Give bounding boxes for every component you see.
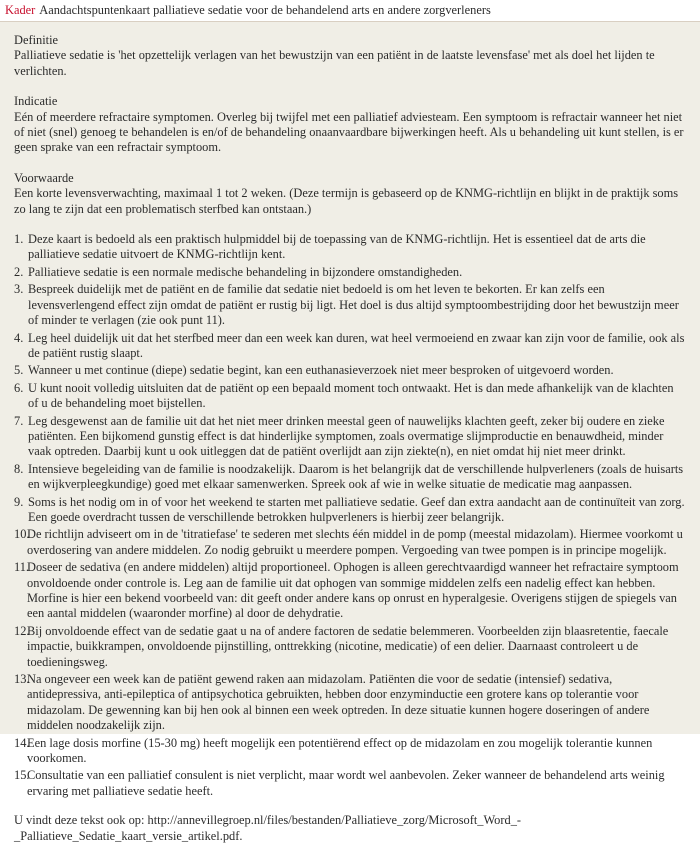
list-item [14,495,686,526]
item-text: Bespreek duidelijk met de patiënt en de familie dat sedatie niet bedoeld is om het leven te bekorten. Er kan zelfs een levensverlengend effect zijn omdat de patiënt er rustig bij ligt. Het doel is dus altijd symptoombestrijding door het bewustzijn meer of minder te verlagen (zie ook punt 11). [28,282,679,328]
box-tag: Kader [5,3,36,17]
item-text: Intensieve begeleiding van de familie is noodzakelijk. Daarom is het belangrijk dat de verschillende hulpverleners (zoals de huisarts en wijkverpleegkundige) goed met elkaar samenwerken. Spreek ook af wie in welke situatie de medicatie mag aanpassen. [28,461,684,492]
box-header [0,0,700,22]
list-item [14,560,686,622]
item-text: Leg desgewenst aan de familie uit dat het niet meer drinken meestal geen of nauwelijks klachten geeft, zeker bij oudere en zieke patiënten. Een bijkomend gunstig effect is dat hinderlijke symptomen, zoals overmatige slijmproductie en benauwdheid, minder vaak optreden. Daarbij kunt u ook uitleggen dat de patiënt overlijdt aan zijn ziekte(n), en niet omdat hij niet meer drinkt. [28,413,665,459]
item-number: 12. [14,623,30,638]
section-text: Palliatieve sedatie is 'het opzettelijk verlagen van het bewustzijn van een patiënt in de laatste levensfase' met als doel het lijden te verlichten. [14,48,655,78]
list-item [14,736,686,767]
item-number: 3. [14,282,24,297]
list-item [14,282,686,328]
source-note: U vindt deze tekst ook op: http://annevillegroep.nl/files/bestanden/Palliatieve_zorg/Microsoft_Word_-_Palliatieve_Sedatie_kaart_versie_artikel.pdf. [14,813,522,843]
item-text: Leg heel duidelijk uit dat het sterfbed meer dan een week kan duren, wat heel vermoeiend en zwaar kan zijn voor de familie, ook als de patiënt rustig slaapt. [28,330,685,360]
item-number: 6. [14,380,24,395]
item-number: 7. [14,413,24,428]
item-text: Wanneer u met continue (diepe) sedatie begint, kan een euthanasieverzoek niet meer besproken of uitgevoerd worden. [28,363,614,378]
item-number: 4. [14,330,24,345]
list-item [14,768,686,799]
section-text: Eén of meerdere refractaire symptomen. Overleg bij twijfel met een palliatief adviesteam. Een symptoom is refractair wanneer het niet of niet (snel) genoeg te behandelen is en/of de behandeling onaanvaardbare bijwerkingen heeft. Als u behandeling uit kunt stellen, is er geen sprake van een refractair symptoom. [14,109,684,155]
list-item [14,232,686,263]
item-number: 15. [14,768,30,783]
item-number: 10. [14,527,30,542]
list-item [14,331,686,362]
item-text: Soms is het nodig om in of voor het weekend te starten met palliatieve sedatie. Geef dan extra aandacht aan de continuïteit van zorg. Een goede overdracht tussen de verschillende betrokken hulpverleners is hierbij zeer belangrijk. [28,494,685,524]
section-indicatie [14,94,686,156]
item-text: Palliatieve sedatie is een normale medische behandeling in bijzondere omstandigheden. [28,264,463,279]
item-text: Bij onvoldoende effect van de sedatie gaat u na of andere factoren de sedatie belemmeren. Voorbeelden zijn blaasretentie, faecale impactie, buikkrampen, onvoldoende pijnstilling, onttrekking (nicotine, medicatie) of een delier. Daarnaast controleert u de toedieningsweg. [27,623,669,669]
list-item [14,414,686,460]
list-item [14,527,686,558]
item-number: 5. [14,363,24,378]
section-definitie [14,33,686,79]
list-item [14,265,686,280]
item-text: U kunt nooit volledig uitsluiten dat de patiënt op een bepaald moment toch ontwaakt. Het is dan mede afhankelijk van de klachten of u de behandeling moet bijstellen. [28,380,674,411]
item-text: Deze kaart is bedoeld als een praktisch hulpmiddel bij de toepassing van de KNMG-richtlijn. Het is essentieel dat de arts die palliatieve sedatie uitvoert de KNMG-richtlijn kent. [28,232,646,262]
item-text: Doseer de sedativa (en andere middelen) altijd proportioneel. Ophogen is alleen gerechtvaardigd wanneer het refractaire symptoom onvoldoende onder controle is. Leg aan de familie uit dat ophogen van sommige middelen zelfs een nadelig effect kan hebben. Morfine is hier een bekend voorbeeld van: dit geeft onder andere kans op onrust en hyperalgesie. Overigens stijgen de spiegels van een aantal middelen (waaronder morfine) al door de dehydratie. [27,560,679,621]
item-number: 1. [14,232,24,247]
list-item [14,363,686,378]
section-voorwaarde [14,171,686,217]
item-number: 11. [14,560,30,575]
section-heading: Voorwaarde [14,170,74,185]
item-text: Een lage dosis morfine (15-30 mg) heeft mogelijk een potentiërend effect op de midazolam en zou mogelijk tolerantie kunnen voorkomen. [27,735,653,766]
list-item [14,462,686,493]
item-text: Na ongeveer een week kan de patiënt gewend raken aan midazolam. Patiënten die voor de sedatie (intensief) sedativa, antidepressiva, anti-epileptica of antipsychotica gebruikten, hebben door enzyminductie een grotere kans op tolerantie voor midazolam. De gewenning kan bij hen ook al binnen een week optreden. In deze situatie kunnen hogere doseringen of andere middelen noodzakelijk zijn. [27,672,650,733]
section-heading: Indicatie [14,94,58,109]
item-number: 8. [14,461,24,476]
box-title: Aandachtspuntenkaart palliatieve sedatie voor de behandelend arts en andere zorgverleners [39,3,491,17]
item-text: De richtlijn adviseert om in de 'titratiefase' te sederen met slechts één middel in de pomp (meestal midazolam). Hiermee voorkomt u overdosering van andere middelen. Zo nodig gebruikt u meerdere pompen. Vergoeding van twee pompen is in principe mogelijk. [27,527,683,557]
info-box [0,22,700,843]
list-item [14,624,686,670]
item-number: 14. [14,735,30,750]
item-number: 9. [14,494,24,509]
list-item [14,381,686,412]
section-text: Een korte levensverwachting, maximaal 1 tot 2 weken. (Deze termijn is gebaseerd op de KNMG-richtlijn en blijkt in de praktijk soms zo lang te zijn dat een problematisch sterfbed kan ontstaan.) [14,186,679,216]
item-number: 2. [14,264,24,279]
item-number: 13. [14,672,30,687]
section-heading: Definitie [14,33,59,47]
numbered-list [14,232,686,799]
list-item [14,672,686,734]
item-text: Consultatie van een palliatief consulent is niet verplicht, maar wordt wel aanbevolen. Zeker wanneer de behandelend arts weinig ervaring met palliatieve sedatie heeft. [27,768,665,798]
